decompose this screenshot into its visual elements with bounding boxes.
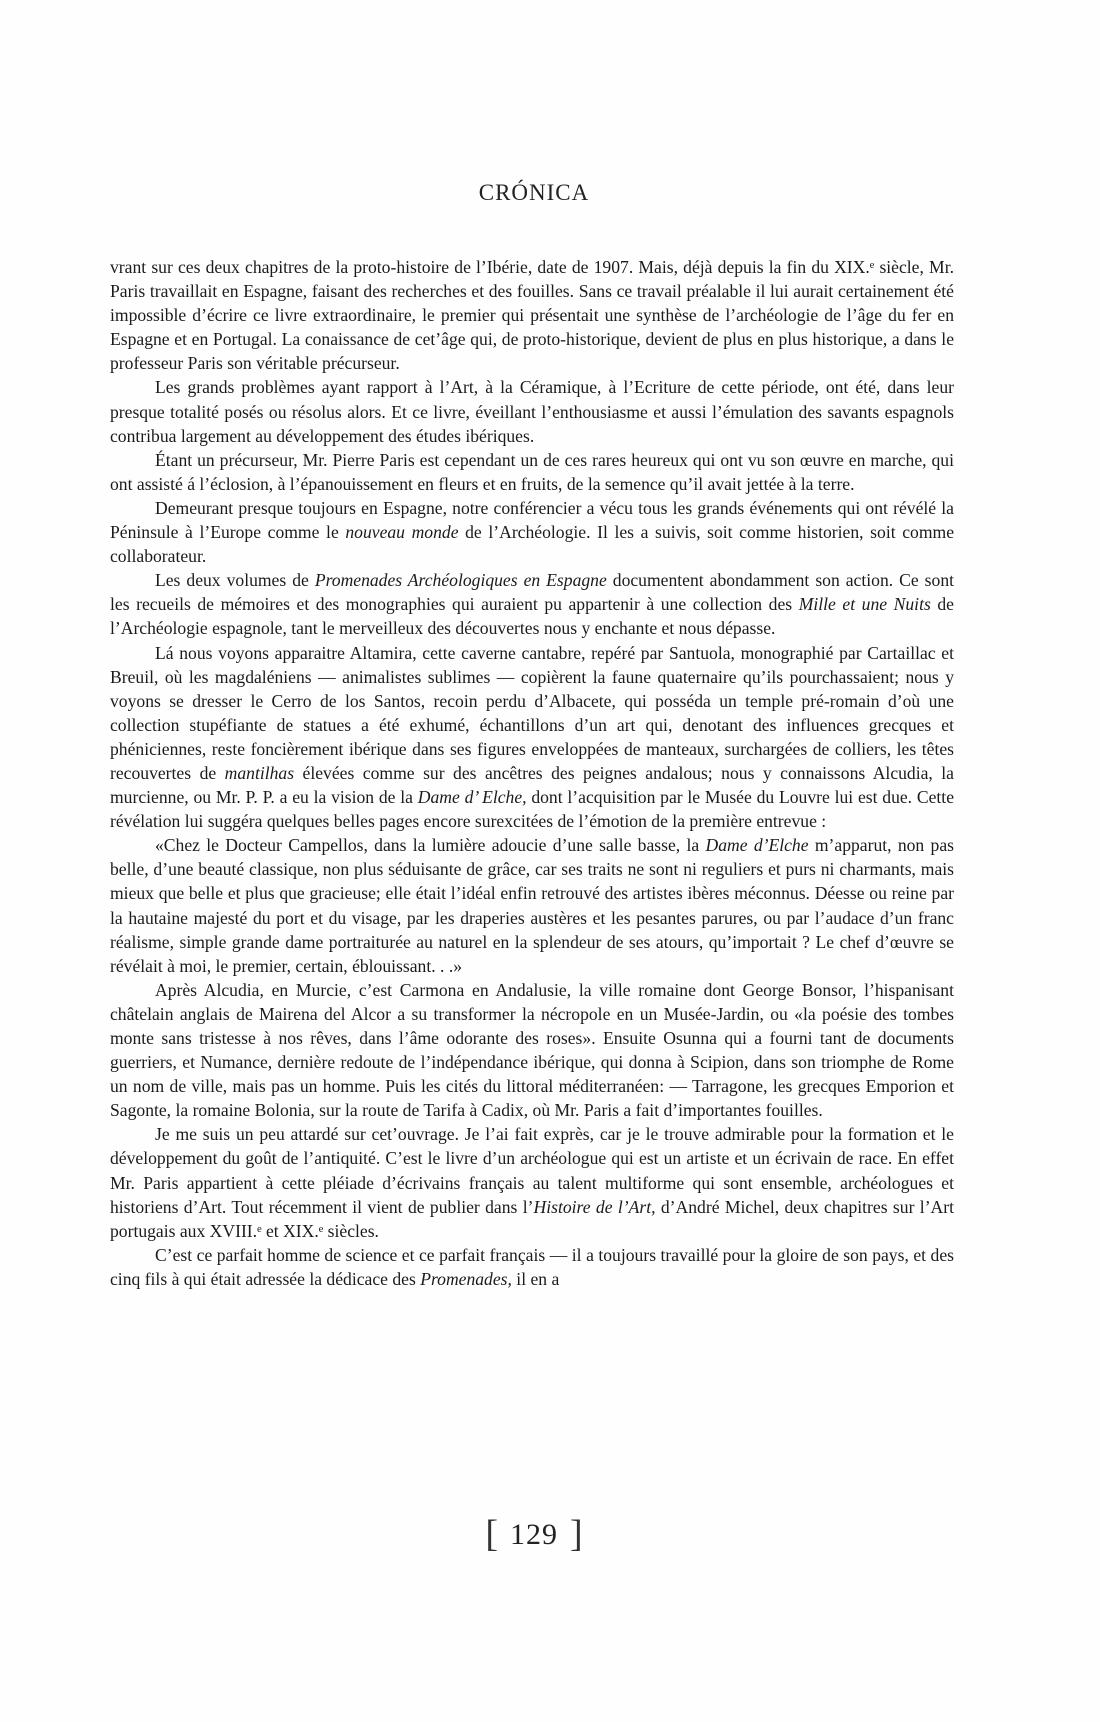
- text-run: Lá nous voyons apparaitre Altamira, cette caverne cantabre, repéré par Santuola, monographié par Cartaillac et Breuil, où les magdaléniens — animalistes sublimes — copièrent la faune quaternaire qu’ils pourchassaient; nous y voyons se dresser le Cerro de los Santos, recoin perdu d’Albacete, qui posséda un temple pré-romain d’où une collection stupéfiante de statues a été exhumé, échantillons d’un art qui, denotant des influences grecques et phéniciennes, reste foncièrement ibérique dans ses figures enveloppées de manteaux, surchargées de colliers, les têtes recouvertes de: [110, 642, 954, 783]
- italic-text: Promenades,: [420, 1268, 512, 1289]
- page-number-open-bracket: [: [485, 1513, 498, 1555]
- text-run: «Chez le Docteur Campellos, dans la lumière adoucie d’une salle basse, la: [155, 835, 706, 856]
- italic-text: Promenades Archéologiques en Espagne: [314, 570, 607, 591]
- text-run: Les grands problèmes ayant rapport à l’Art, à la Céramique, à l’Ecriture de cette période, ont été, dans leur presque totalité posés ou résolus alors. Et ce livre, éveillant l’enthousiasme et aussi l’émulation des savants espagnols contribua largement au développement des études ibériques.: [110, 377, 954, 446]
- text-run: dont l’acquisition par le Musée du Louvre lui est due. Cette révélation lui suggéra quelques belles pages encore surexcitées de l’émotion de la première entrevue :: [110, 787, 954, 832]
- paragraph: [110, 448, 954, 496]
- italic-text: Mille et une Nuits: [798, 594, 931, 615]
- paragraph: [110, 375, 954, 447]
- paragraph: [110, 978, 954, 1123]
- text-run: m’apparut, non pas belle, d’une beauté classique, non plus séduisante de grâce, car ses traits ne sont ni reguliers et purs ni charmants, mais mieux que belle et plus que gracieuse; elle était l’idéal enfin retrouvé des artistes ibères méconnus. Déesse ou reine par la hautaine majesté du port et du visage, par les draperies austères et les pesantes parures, ou par l’audace d’un franc réalisme, simple grande dame portraiturée au naturel en la splendeur de ses atours, qu’importait ? Le chef d’œuvre se révélait à moi, le premier, certain, éblouissant. . .»: [110, 835, 954, 976]
- quoted-paragraph: [110, 833, 954, 978]
- italic-text: nouveau monde: [345, 522, 459, 543]
- italic-text: Dame d’Elche: [705, 835, 809, 856]
- paragraph: [110, 568, 954, 640]
- text-run: d’André Michel, deux chapitres sur l’Art portugais aux XVIII.ᵉ et XIX.ᵉ siècles.: [110, 1196, 955, 1241]
- paragraph: [110, 641, 954, 834]
- italic-text: mantilhas: [224, 762, 295, 783]
- text-run: élevées comme sur des ancêtres des peignes andalous; nous y connaissons Alcudia, la murcienne, ou Mr. P. P. a eu la vision de la: [110, 762, 954, 808]
- text-run: Je me suis un peu attardé sur cet’ouvrage. Je l’ai fait exprès, car je le trouve admirable pour la formation et le développement du goût de l’antiquité. C’est le livre d’un archéologue qui est un artiste et un écrivain de race. En effet Mr. Paris appartient à cette pléiade d’écrivains français au talent multiforme qui sont ensemble, archéologues et historiens d’Art. Tout récemment il vient de publier dans l’: [110, 1124, 954, 1217]
- text-run: C’est ce parfait homme de science et ce parfait français — il a toujours travaillé pour la gloire de son pays, et des cinq fils à qui était adressée la dédicace des: [110, 1244, 954, 1289]
- text-run: Après Alcudia, en Murcie, c’est Carmona en Andalusie, la ville romaine dont George Bonsor, l’hispanisant châtelain anglais de Mairena del Alcor a su transformer la nécropole en un Musée-Jardin, ou «la poésie des tombes monte sans tristesse à nos rêves, dans l’âme odorante des roses». Ensuite Osunna qui a fourni tant de documents guerriers, et Numance, dernière redoute de l’indépendance ibérique, qui donna à Scipion, dans son triomphe de Rome un nom de ville, mais pas un homme. Puis les cités du littoral méditerranéen: — Tarragone, les grecques Emporion et Sagonte, la romaine Bolonia, sur la route de Tarifa à Cadix, où Mr. Paris a fait d’importantes fouilles.: [110, 979, 954, 1121]
- text-run: de l’Archéologie espagnole, tant le merveilleux des découvertes nous y enchante et nous dépasse.: [110, 594, 954, 639]
- body-text: [110, 255, 954, 1291]
- paragraph: [110, 255, 954, 375]
- italic-text: Histoire de l’Art,: [533, 1196, 656, 1217]
- text-run: de l’Archéologie. Il les a suivis, soit comme historien, soit comme collaborateur.: [110, 522, 955, 567]
- page-number-footer: [0, 1512, 1068, 1556]
- paragraph: [110, 1122, 954, 1242]
- italic-text: Dame d’ Elche,: [417, 787, 527, 808]
- paragraph: [110, 496, 954, 568]
- text-run: Demeurant presque toujours en Espagne, notre conférencier a vécu tous les grands événements qui ont révélé la Péninsule à l’Europe comme le: [110, 497, 954, 543]
- text-run: Étant un précurseur, Mr. Pierre Paris est cependant un de ces rares heureux qui ont vu son œuvre en marche, qui ont assisté á l’éclosion, à l’épanouissement en fleurs et en fruits, de la semence qu’il avait jettée à la terre.: [110, 449, 954, 494]
- text-run: vrant sur ces deux chapitres de la proto-histoire de l’Ibérie, date de 1907. Mais, déjà depuis la fin du XIX.ᵉ siècle, Mr. Paris travaillait en Espagne, faisant des recherches et des fouilles. Sans ce travail préalable il lui aurait certainement été impossible d’écrire ce livre extraordinaire, le premier qui présentait une synthèse de l’archéologie de l’âge du fer en Espagne et en Portugal. La conaissance de cet’âge qui, de proto-historique, devient de plus en plus historique, a dans le professeur Paris son véritable précurseur.: [110, 257, 954, 374]
- text-run: il en a: [511, 1268, 560, 1289]
- page-number: 129: [510, 1518, 558, 1551]
- running-head-title: CRÓNICA: [478, 180, 590, 205]
- text-run: documentent abondamment son action. Ce sont les recueils de mémoires et des monographies qui auraient pu appartenir à une collection des: [110, 570, 955, 615]
- page-number-close-bracket: ]: [570, 1513, 583, 1555]
- text-run: Les deux volumes de: [155, 570, 315, 591]
- paragraph: [110, 1243, 954, 1291]
